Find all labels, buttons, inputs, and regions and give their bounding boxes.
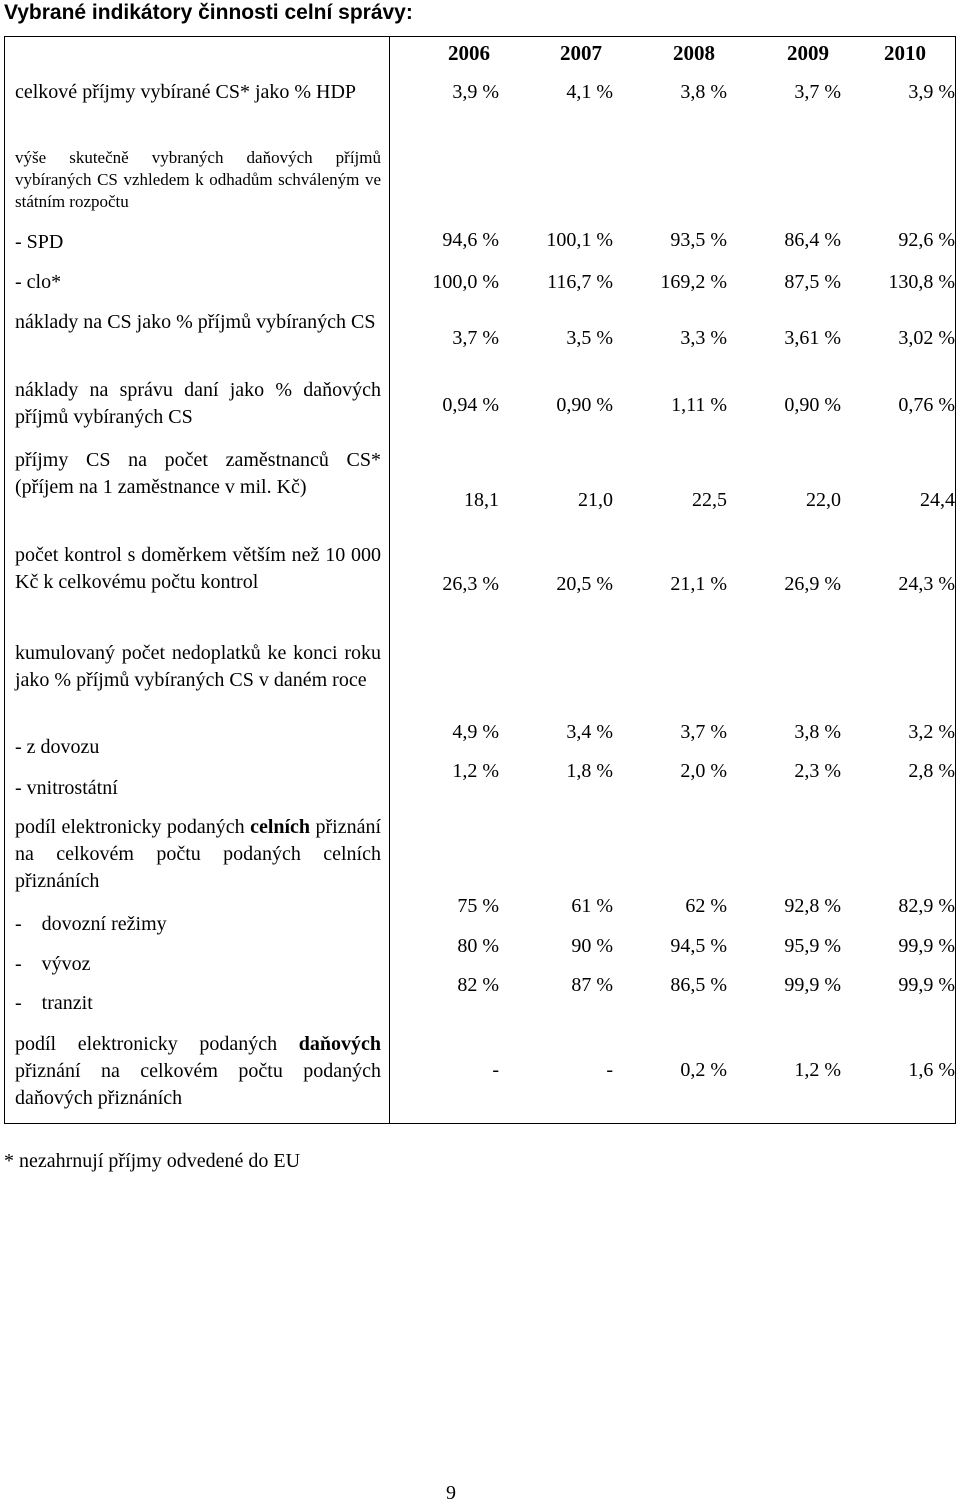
row-values-clo (391, 271, 955, 299)
year-header: 2006 (448, 41, 490, 65)
value-cell: 86,4 % (784, 229, 841, 251)
value-cell: 116,7 % (547, 271, 613, 293)
row-values-domestic (391, 760, 955, 788)
row-values-tax-admin-costs (391, 394, 955, 422)
value-cell: 1,8 % (566, 760, 613, 782)
value-cell: 86,5 % (670, 974, 727, 996)
value-cell: 26,9 % (784, 573, 841, 595)
value-cell: 0,90 % (556, 394, 613, 416)
value-cell: 24,4 (920, 489, 955, 511)
value-cell: 0,2 % (680, 1059, 727, 1081)
row-label-tax-electronic: podíl elektronicky podaných daňových přiznání na celkovém počtu podaných daňových přiznáních (15, 1033, 381, 1109)
value-cell: 4,1 % (566, 81, 613, 103)
row-values-revenue-gdp (391, 81, 955, 109)
value-cell: 80 % (457, 935, 499, 957)
value-cell: 3,9 % (908, 81, 955, 103)
row-label-arrears-heading: kumulovaný počet nedoplatků ke konci roku jako % příjmů vybíraných CS v daném roce (15, 642, 381, 691)
year-header: 2007 (560, 41, 602, 65)
value-cell: 0,90 % (784, 394, 841, 416)
value-cell: 3,7 % (452, 327, 499, 349)
value-cell: 99,9 % (898, 974, 955, 996)
value-cell: 87 % (571, 974, 613, 996)
value-cell: 3,8 % (680, 81, 727, 103)
value-cell: 87,5 % (784, 271, 841, 293)
row-values-import-regimes (391, 895, 955, 923)
row-label-budget-heading: výše skutečně vybraných daňových příjmů vybíraných CS vzhledem k odhadům schváleným ve státním rozpočtu (15, 148, 381, 211)
value-cell: 3,5 % (566, 327, 613, 349)
row-label-customs-electronic-heading: podíl elektronicky podaných celních přiznání na celkovém počtu podaných celních přiznáních (15, 816, 381, 892)
value-cell: - (492, 1059, 499, 1081)
row-label-clo: - clo* (15, 271, 62, 293)
row-label-spd: - SPD (15, 231, 64, 253)
row-label-import: - z dovozu (15, 736, 100, 758)
column-divider (389, 37, 390, 1123)
value-cell: 3,4 % (566, 721, 613, 743)
value-cell: 4,9 % (452, 721, 499, 743)
value-cell: 169,2 % (660, 271, 727, 293)
row-label-revenue-per-employee: příjmy CS na počet zaměstnanců CS* (příjem na 1 zaměstnance v mil. Kč) (15, 449, 381, 498)
row-values-tax-electronic (391, 1059, 955, 1087)
row-values-audits (391, 573, 955, 601)
value-cell: 75 % (457, 895, 499, 917)
value-cell: 18,1 (464, 489, 499, 511)
value-cell: 94,6 % (442, 229, 499, 251)
year-header: 2008 (673, 41, 715, 65)
value-cell: 21,1 % (670, 573, 727, 595)
value-cell: 22,5 (692, 489, 727, 511)
value-cell: 1,2 % (452, 760, 499, 782)
value-cell: 20,5 % (556, 573, 613, 595)
value-cell: 94,5 % (670, 935, 727, 957)
row-values-revenue-per-employee (391, 489, 955, 517)
value-cell: - (606, 1059, 613, 1081)
footnote: * nezahrnují příjmy odvedené do EU (4, 1150, 301, 1172)
row-label-domestic: - vnitrostátní (15, 777, 118, 799)
value-cell: 3,61 % (784, 327, 841, 349)
value-cell: 62 % (685, 895, 727, 917)
value-cell: 99,9 % (898, 935, 955, 957)
value-cell: 100,0 % (432, 271, 499, 293)
value-cell: 0,94 % (442, 394, 499, 416)
value-cell: 93,5 % (670, 229, 727, 251)
value-cell: 92,8 % (784, 895, 841, 917)
value-cell: 90 % (571, 935, 613, 957)
row-label-import-regimes: - dovozní režimy (15, 913, 167, 935)
row-label-costs-cs: náklady na CS jako % příjmů vybíraných CS (15, 311, 376, 333)
year-header: 2009 (787, 41, 829, 65)
row-values-export (391, 935, 955, 963)
value-cell: 1,11 % (671, 394, 727, 416)
row-label-audits: počet kontrol s doměrkem větším než 10 000 Kč k celkovému počtu kontrol (15, 544, 381, 593)
row-values-import (391, 721, 955, 749)
row-label-revenue-gdp: celkové příjmy vybírané CS* jako % HDP (15, 81, 357, 103)
value-cell: 3,3 % (680, 327, 727, 349)
row-label-export: - vývoz (15, 953, 91, 975)
value-cell: 82 % (457, 974, 499, 996)
page-title: Vybrané indikátory činnosti celní správy: (4, 1, 413, 24)
value-cell: 2,0 % (680, 760, 727, 782)
value-cell: 24,3 % (898, 573, 955, 595)
row-values-costs-cs (391, 327, 955, 355)
value-cell: 22,0 (806, 489, 841, 511)
value-cell: 82,9 % (898, 895, 955, 917)
value-cell: 95,9 % (784, 935, 841, 957)
value-cell: 3,2 % (908, 721, 955, 743)
year-header-row (391, 41, 953, 69)
indicators-table (4, 36, 956, 1124)
value-cell: 3,7 % (680, 721, 727, 743)
row-values-transit (391, 974, 955, 1002)
page-number: 9 (446, 1482, 456, 1504)
value-cell: 1,2 % (794, 1059, 841, 1081)
row-label-transit: - tranzit (15, 992, 93, 1014)
value-cell: 3,8 % (794, 721, 841, 743)
row-values-spd (391, 229, 955, 257)
value-cell: 130,8 % (888, 271, 955, 293)
value-cell: 3,9 % (452, 81, 499, 103)
value-cell: 1,6 % (908, 1059, 955, 1081)
value-cell: 26,3 % (442, 573, 499, 595)
value-cell: 2,3 % (794, 760, 841, 782)
value-cell: 3,02 % (898, 327, 955, 349)
year-header: 2010 (884, 41, 926, 65)
value-cell: 0,76 % (898, 394, 955, 416)
value-cell: 92,6 % (898, 229, 955, 251)
row-label-tax-admin-costs: náklady na správu daní jako % daňových příjmů vybíraných CS (15, 379, 381, 428)
value-cell: 61 % (571, 895, 613, 917)
value-cell: 100,1 % (546, 229, 613, 251)
value-cell: 3,7 % (794, 81, 841, 103)
value-cell: 2,8 % (908, 760, 955, 782)
value-cell: 99,9 % (784, 974, 841, 996)
value-cell: 21,0 (578, 489, 613, 511)
